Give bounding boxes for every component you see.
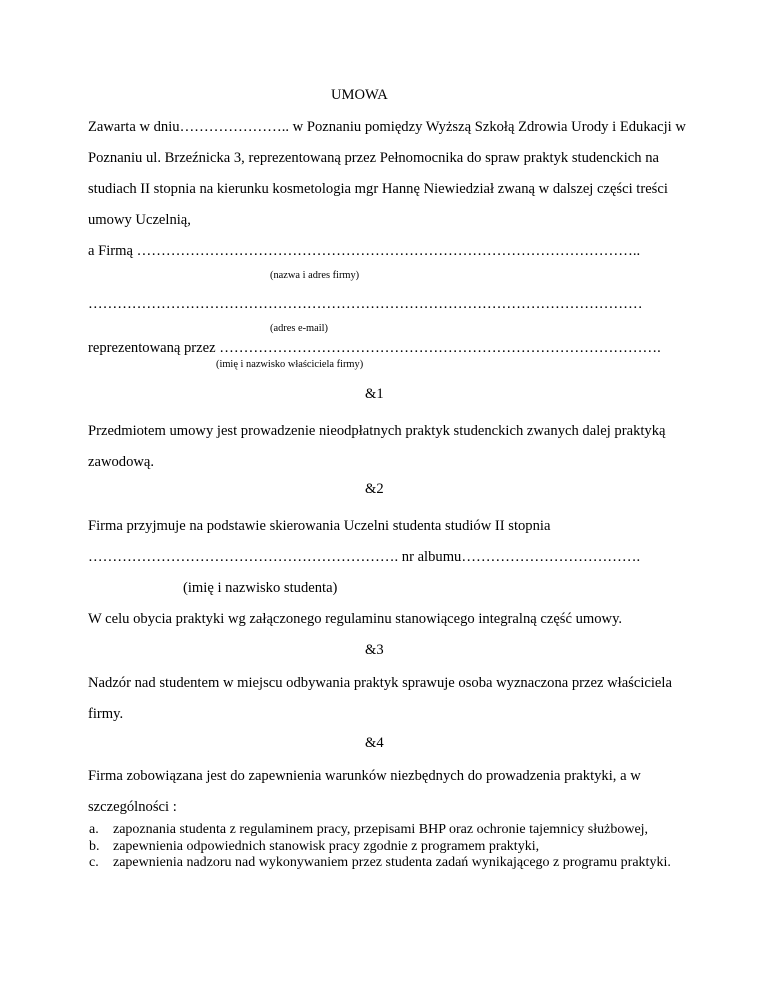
section-3-line-1: Nadzór nad studentem w miejscu odbywania praktyk sprawuje osoba wyznaczona przez właściciela xyxy=(88,675,672,691)
section-2-student-line: ………………………………………………………. nr albumu………………………………. xyxy=(88,549,641,565)
firm-name-line: a Firmą ………………………………………………………………………………………….. xyxy=(88,243,641,259)
list-item-text: zapewnienia odpowiednich stanowisk pracy zgodnie z programem praktyki, xyxy=(113,838,540,854)
list-item-marker: a. xyxy=(89,822,99,837)
firm-email-line: …………………………………………………………………………………………………… xyxy=(88,296,643,312)
list-item xyxy=(88,855,688,872)
intro-line-3: studiach II stopnia na kierunku kosmetologia mgr Hannę Niewiedział zwaną w dalszej części treści xyxy=(88,181,668,197)
firm-name-caption: (nazwa i adres firmy) xyxy=(270,270,360,281)
list-item-marker: c. xyxy=(89,855,99,870)
intro-line-2: Poznaniu ul. Brzeźnicka 3, reprezentowaną przez Pełnomocnika do spraw praktyk studenckich na xyxy=(88,150,659,166)
section-3-heading: &3 xyxy=(365,642,384,658)
section-3-line-2: firmy. xyxy=(88,706,124,722)
list-item-marker: b. xyxy=(89,838,100,854)
list-item xyxy=(88,839,688,856)
obligations-list xyxy=(88,822,688,872)
section-1-line-2: zawodową. xyxy=(88,454,155,470)
section-2-line-1: Firma przyjmuje na podstawie skierowania Uczelni studenta studiów II stopnia xyxy=(88,518,551,534)
list-item-text: zapoznania studenta z regulaminem pracy, przepisami BHP oraz ochronie tajemnicy służbowej, xyxy=(113,822,649,837)
section-2-heading: &2 xyxy=(365,481,384,497)
list-item-text: zapewnienia nadzoru nad wykonywaniem przez studenta zadań wynikającego z programu praktyki. xyxy=(113,855,671,870)
section-4-line-2: szczególności : xyxy=(88,799,177,815)
firm-representative-caption: (imię i nazwisko właściciela firmy) xyxy=(216,359,364,370)
section-2-student-caption: (imię i nazwisko studenta) xyxy=(183,580,338,596)
document-title: UMOWA xyxy=(331,87,388,103)
intro-line-4: umowy Uczelnią, xyxy=(88,212,191,228)
list-item xyxy=(88,822,688,839)
firm-email-caption: (adres e-mail) xyxy=(270,323,328,334)
section-2-line-3: W celu obycia praktyki wg załączonego regulaminu stanowiącego integralną część umowy. xyxy=(88,611,623,627)
firm-representative-line: reprezentowaną przez ………………………………………………………………………………. xyxy=(88,340,661,356)
section-1-line-1: Przedmiotem umowy jest prowadzenie nieodpłatnych praktyk studenckich zwanych dalej praktyką xyxy=(88,423,666,439)
section-4-heading: &4 xyxy=(365,735,384,751)
intro-line-1: Zawarta w dniu………………….. w Poznaniu pomiędzy Wyższą Szkołą Zdrowia Urody i Edukacji w xyxy=(88,119,686,135)
section-4-line-1: Firma zobowiązana jest do zapewnienia warunków niezbędnych do prowadzenia praktyki, a w xyxy=(88,768,641,784)
section-1-heading: &1 xyxy=(365,386,384,402)
